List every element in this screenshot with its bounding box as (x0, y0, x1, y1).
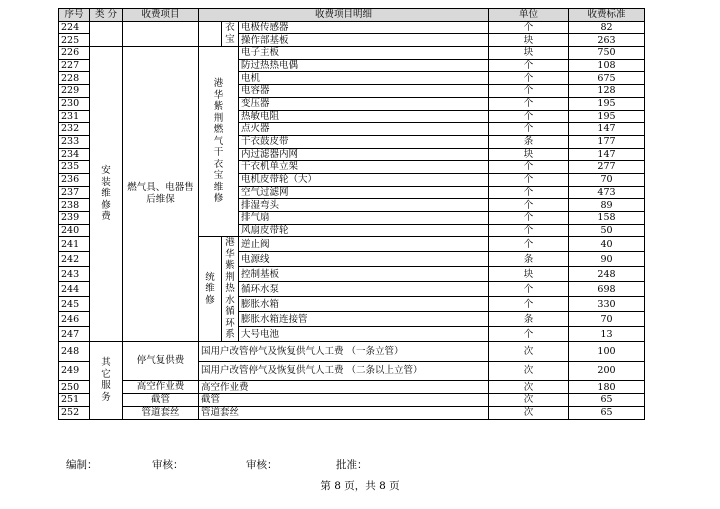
price-cell: 277 (569, 161, 645, 174)
unit-cell: 块 (489, 47, 569, 60)
table-row (59, 381, 645, 394)
detail-cell: 电机 (239, 72, 489, 85)
unit-cell: 个 (489, 173, 569, 186)
item-sleeve: 管道套丝 (123, 407, 199, 420)
row-number: 236 (59, 173, 90, 186)
price-cell: 473 (569, 186, 645, 199)
header-price: 收费标准 (569, 9, 645, 22)
price-cell: 50 (569, 224, 645, 237)
row-number: 239 (59, 212, 90, 225)
unit-cell: 次 (489, 381, 569, 394)
unit-cell: 个 (489, 199, 569, 212)
detail-cell: 国用户改管停气及恢复供气人工费 （一条立管） (199, 342, 489, 362)
row-number: 242 (59, 252, 90, 267)
detail-cell: 操作部基板 (239, 34, 489, 47)
header-item: 收费项目 (123, 9, 199, 22)
fee-table (58, 8, 645, 420)
row-number: 249 (59, 361, 90, 381)
row-number: 240 (59, 224, 90, 237)
unit-cell: 条 (489, 252, 569, 267)
header-row (59, 9, 645, 22)
header-category: 类 分 (90, 9, 123, 22)
price-cell: 90 (569, 252, 645, 267)
detail-cell: 控制基板 (239, 267, 489, 282)
review2-label: 审核： (246, 459, 278, 471)
category-install: 安装维修费 (90, 47, 123, 342)
unit-cell: 个 (489, 282, 569, 297)
row-number: 226 (59, 47, 90, 60)
item-after-sales: 燃气具、电器售后维保 (123, 47, 199, 342)
detail-cell: 截管 (199, 394, 489, 407)
detail-cell: 排气扇 (239, 212, 489, 225)
detail-cell: 内过滤器内网 (239, 148, 489, 161)
row-number: 251 (59, 394, 90, 407)
price-cell: 698 (569, 282, 645, 297)
price-cell: 65 (569, 394, 645, 407)
detail-cell: 排湿弯头 (239, 199, 489, 212)
device-cell-top-blank (199, 21, 222, 46)
price-cell: 147 (569, 148, 645, 161)
header-unit: 单位 (489, 9, 569, 22)
table-row (59, 21, 645, 34)
detail-cell: 国用户改管停气及恢复供气人工费 （二条以上立管） (199, 361, 489, 381)
row-number: 234 (59, 148, 90, 161)
detail-cell: 风扇皮带轮 (239, 224, 489, 237)
price-cell: 128 (569, 85, 645, 98)
row-number: 229 (59, 85, 90, 98)
row-number: 245 (59, 297, 90, 312)
detail-cell: 膨胀水箱连接管 (239, 312, 489, 327)
unit-cell: 个 (489, 97, 569, 110)
price-cell: 40 (569, 237, 645, 252)
unit-cell: 块 (489, 267, 569, 282)
detail-cell: 热敏电阻 (239, 110, 489, 123)
row-number: 237 (59, 186, 90, 199)
price-cell: 108 (569, 59, 645, 72)
device-dryer: 港华紫荆燃气干衣宝维修 (199, 47, 239, 237)
price-cell: 89 (569, 199, 645, 212)
unit-cell: 个 (489, 224, 569, 237)
price-cell: 200 (569, 361, 645, 381)
detail-cell: 电源线 (239, 252, 489, 267)
device-heating-a: 统维修 (199, 237, 222, 342)
unit-cell: 个 (489, 327, 569, 342)
unit-cell: 块 (489, 34, 569, 47)
unit-cell: 条 (489, 135, 569, 148)
detail-cell: 空气过滤网 (239, 186, 489, 199)
price-cell: 100 (569, 342, 645, 362)
price-cell: 70 (569, 312, 645, 327)
table-row (59, 342, 645, 362)
detail-cell: 干衣机单立架 (239, 161, 489, 174)
row-number: 244 (59, 282, 90, 297)
price-cell: 82 (569, 21, 645, 34)
price-cell: 263 (569, 34, 645, 47)
price-cell: 248 (569, 267, 645, 282)
unit-cell: 次 (489, 407, 569, 420)
approve-label: 批准： (336, 459, 368, 471)
row-number: 250 (59, 381, 90, 394)
row-number: 230 (59, 97, 90, 110)
price-cell: 158 (569, 212, 645, 225)
row-number: 241 (59, 237, 90, 252)
price-cell: 675 (569, 72, 645, 85)
page-number: 第 8 页，共 8 页 (320, 480, 400, 492)
price-cell: 180 (569, 381, 645, 394)
detail-cell: 干衣鼓皮带 (239, 135, 489, 148)
unit-cell: 个 (489, 297, 569, 312)
unit-cell: 个 (489, 186, 569, 199)
header-no: 序号 (59, 9, 90, 22)
unit-cell: 个 (489, 237, 569, 252)
row-number: 225 (59, 34, 90, 47)
row-number: 233 (59, 135, 90, 148)
price-cell: 65 (569, 407, 645, 420)
price-cell: 177 (569, 135, 645, 148)
row-number: 247 (59, 327, 90, 342)
price-cell: 195 (569, 97, 645, 110)
detail-cell: 循环水泵 (239, 282, 489, 297)
review1-label: 审核： (152, 459, 184, 471)
table-row (59, 407, 645, 420)
signature-footer (66, 457, 396, 471)
row-number: 232 (59, 123, 90, 136)
table-row (59, 47, 645, 60)
category-other: 其它服务 (90, 342, 123, 420)
price-cell: 13 (569, 327, 645, 342)
detail-cell: 变压器 (239, 97, 489, 110)
item-cut: 截管 (123, 394, 199, 407)
detail-cell: 防过热热电偶 (239, 59, 489, 72)
item-cell-top (123, 21, 199, 46)
detail-cell: 管道套丝 (199, 407, 489, 420)
unit-cell: 块 (489, 148, 569, 161)
unit-cell: 次 (489, 394, 569, 407)
item-restore: 停气复供费 (123, 342, 199, 381)
item-highwork: 高空作业费 (123, 381, 199, 394)
row-number: 228 (59, 72, 90, 85)
row-number: 252 (59, 407, 90, 420)
unit-cell: 次 (489, 342, 569, 362)
price-cell: 147 (569, 123, 645, 136)
price-cell: 750 (569, 47, 645, 60)
detail-cell: 电容器 (239, 85, 489, 98)
detail-cell: 电机皮带轮（大） (239, 173, 489, 186)
unit-cell: 次 (489, 361, 569, 381)
unit-cell: 个 (489, 161, 569, 174)
row-number: 224 (59, 21, 90, 34)
row-number: 246 (59, 312, 90, 327)
unit-cell: 个 (489, 21, 569, 34)
price-cell: 195 (569, 110, 645, 123)
row-number: 231 (59, 110, 90, 123)
row-number: 248 (59, 342, 90, 362)
category-cell-top (90, 21, 123, 46)
unit-cell: 个 (489, 212, 569, 225)
unit-cell: 个 (489, 110, 569, 123)
row-number: 243 (59, 267, 90, 282)
price-cell: 330 (569, 297, 645, 312)
device-dryer-top: 衣宝 (222, 21, 239, 46)
price-cell: 70 (569, 173, 645, 186)
detail-cell: 膨胀水箱 (239, 297, 489, 312)
unit-cell: 个 (489, 59, 569, 72)
header-detail: 收费项目明细 (199, 9, 489, 22)
device-heating-b: 港华紫荆热水循环系 (222, 237, 239, 342)
detail-cell: 点火器 (239, 123, 489, 136)
prepared-label: 编制： (66, 459, 98, 471)
table-row (59, 394, 645, 407)
row-number: 227 (59, 59, 90, 72)
detail-cell: 大号电池 (239, 327, 489, 342)
unit-cell: 个 (489, 123, 569, 136)
unit-cell: 条 (489, 312, 569, 327)
detail-cell: 高空作业费 (199, 381, 489, 394)
detail-cell: 电极传感器 (239, 21, 489, 34)
detail-cell: 电子主板 (239, 47, 489, 60)
unit-cell: 个 (489, 72, 569, 85)
row-number: 238 (59, 199, 90, 212)
detail-cell: 逆止阀 (239, 237, 489, 252)
unit-cell: 个 (489, 85, 569, 98)
row-number: 235 (59, 161, 90, 174)
